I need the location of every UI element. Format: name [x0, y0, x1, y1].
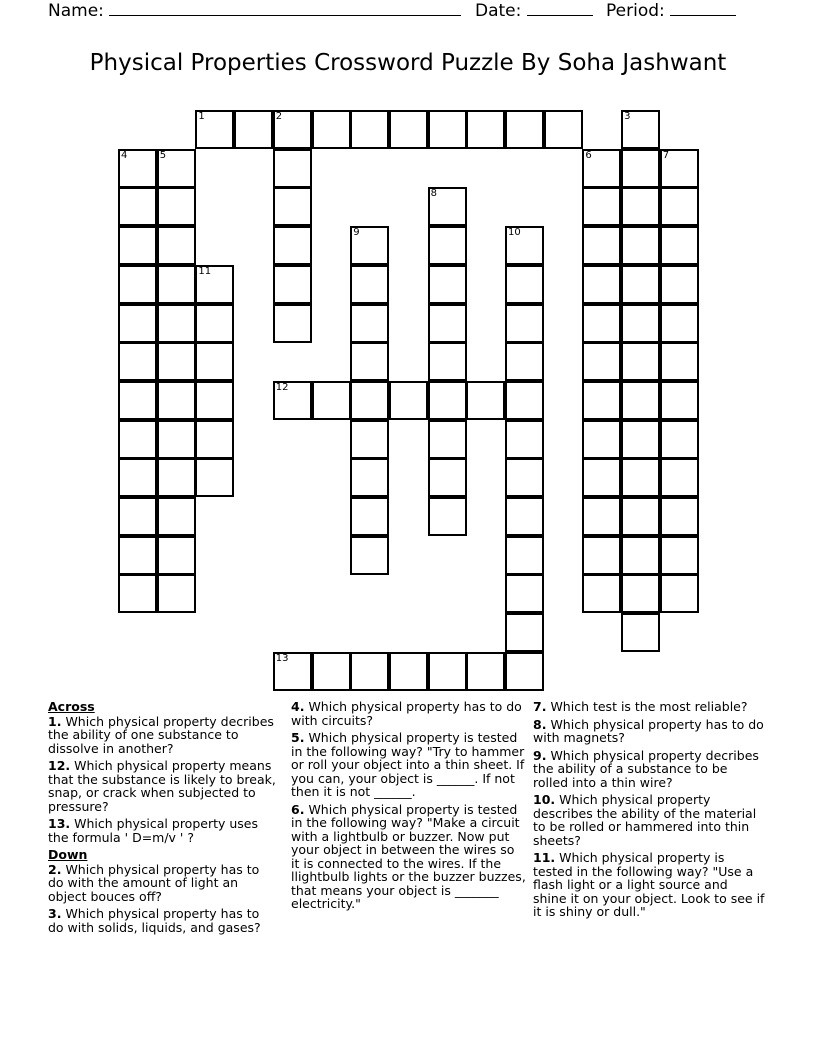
down-clue-7: 7. Which test is the most reliable? — [533, 699, 748, 714]
grid-cell[interactable] — [157, 187, 196, 226]
grid-cell[interactable] — [350, 226, 389, 265]
grid-cell[interactable] — [118, 226, 157, 265]
clue-number: 13 — [275, 652, 289, 664]
grid-cell[interactable] — [350, 265, 389, 304]
grid-cell[interactable] — [273, 652, 312, 691]
grid-cell[interactable] — [660, 420, 699, 459]
across-clue-12: 12. Which physical property means that the substance is likely to break, snap, or crack when subjected to pressure? — [48, 758, 276, 814]
grid-cell[interactable] — [428, 458, 467, 497]
grid-cell[interactable] — [621, 420, 660, 459]
grid-cell[interactable] — [428, 420, 467, 459]
grid-cell[interactable] — [157, 458, 196, 497]
grid-cell[interactable] — [428, 381, 467, 420]
grid-cell[interactable] — [118, 536, 157, 575]
grid-cell[interactable] — [660, 536, 699, 575]
grid-cell[interactable] — [118, 149, 157, 188]
clue-number: 9 — [353, 227, 360, 239]
grid-cell[interactable] — [273, 265, 312, 304]
grid-cell[interactable] — [157, 342, 196, 381]
grid-cell[interactable] — [621, 110, 660, 149]
grid-cell[interactable] — [157, 536, 196, 575]
grid-cell[interactable] — [621, 304, 660, 343]
grid-cell[interactable] — [350, 381, 389, 420]
grid-cell[interactable] — [428, 304, 467, 343]
grid-cell[interactable] — [582, 420, 621, 459]
grid-cell[interactable] — [428, 110, 467, 149]
grid-cell[interactable] — [157, 574, 196, 613]
down-clue-6: 6. Which physical property is tested in the following way? "Make a circuit with a lightbulb or buzzer. Now put your object in between the wires so it is connected to the wires. If the llightbulb lights or the buzzer buzzes, that means your object is _______ electricity." — [291, 801, 526, 911]
grid-cell[interactable] — [505, 497, 544, 536]
grid-cell[interactable] — [350, 652, 389, 691]
grid-cell[interactable] — [157, 226, 196, 265]
date-label: Date: — [475, 1, 522, 21]
grid-cell[interactable] — [660, 381, 699, 420]
clue-number: 6 — [585, 149, 592, 161]
grid-cell[interactable] — [660, 497, 699, 536]
grid-cell[interactable] — [157, 420, 196, 459]
grid-cell[interactable] — [505, 536, 544, 575]
grid-cell[interactable] — [350, 110, 389, 149]
grid-cell[interactable] — [466, 652, 505, 691]
grid-cell[interactable] — [466, 110, 505, 149]
grid-cell[interactable] — [621, 265, 660, 304]
grid-cell[interactable] — [621, 149, 660, 188]
grid-cell[interactable] — [621, 226, 660, 265]
clues-column-2 — [291, 700, 526, 915]
clues-column-3 — [533, 700, 765, 923]
grid-cell[interactable] — [505, 265, 544, 304]
grid-cell[interactable] — [350, 536, 389, 575]
grid-cell[interactable] — [582, 149, 621, 188]
page-title: Physical Properties Crossword Puzzle By Soha Jashwant — [89, 50, 727, 76]
grid-cell[interactable] — [389, 381, 428, 420]
grid-cell[interactable] — [660, 342, 699, 381]
clues-column-1 — [48, 700, 276, 938]
grid-cell[interactable] — [582, 458, 621, 497]
grid-cell[interactable] — [582, 226, 621, 265]
clue-number: 1 — [198, 111, 205, 122]
grid-cell[interactable] — [660, 226, 699, 265]
grid-cell[interactable] — [118, 574, 157, 613]
name-label: Name: — [48, 1, 104, 21]
grid-cell[interactable] — [505, 574, 544, 613]
grid-cell[interactable] — [118, 265, 157, 304]
grid-cell[interactable] — [350, 497, 389, 536]
down-clue-11: 11. Which physical property is tested in the following way? "Use a flash light or a light source and shine it on your object. Look to see if it is shiny or dull." — [533, 850, 765, 919]
down-clue-8: 8. Which physical property has to do with magnets? — [533, 716, 764, 745]
grid-cell[interactable] — [118, 497, 157, 536]
clue-number: 2 — [275, 111, 283, 122]
grid-cell[interactable] — [428, 342, 467, 381]
grid-cell[interactable] — [582, 342, 621, 381]
grid-cell[interactable] — [428, 187, 467, 226]
grid-cell[interactable] — [582, 265, 621, 304]
grid-cell[interactable] — [157, 497, 196, 536]
grid-cell[interactable] — [195, 420, 234, 459]
grid-cell[interactable] — [505, 420, 544, 459]
grid-cell[interactable] — [428, 226, 467, 265]
down-clue-2: 2. Which physical property has to do with the amount of light an object bouces off? — [48, 861, 260, 904]
grid-cell[interactable] — [582, 187, 621, 226]
across-heading: Across — [48, 699, 95, 714]
clue-number: 7 — [662, 149, 670, 161]
grid-cell[interactable] — [350, 342, 389, 381]
down-clue-10: 10. Which physical property describes the ability of the material to be rolled or hammered into thin sheets? — [533, 792, 757, 848]
grid-cell[interactable] — [350, 420, 389, 459]
grid-cell[interactable] — [621, 342, 660, 381]
grid-cell[interactable] — [660, 265, 699, 304]
clue-number: 5 — [159, 149, 167, 161]
clue-number: 4 — [121, 149, 128, 161]
grid-cell[interactable] — [428, 497, 467, 536]
clue-number: 10 — [508, 227, 521, 239]
grid-cell[interactable] — [118, 187, 157, 226]
period-label: Period: — [606, 1, 665, 21]
grid-cell[interactable] — [312, 110, 351, 149]
grid-cell[interactable] — [505, 226, 544, 265]
grid-cell[interactable] — [621, 574, 660, 613]
grid-cell[interactable] — [195, 381, 234, 420]
grid-cell[interactable] — [582, 497, 621, 536]
grid-cell[interactable] — [273, 226, 312, 265]
grid-cell[interactable] — [273, 149, 312, 188]
grid-cell[interactable] — [505, 110, 544, 149]
grid-cell[interactable] — [234, 110, 273, 149]
across-clue-1: 1. Which physical property decribes the ability of one substance to dissolve in another? — [48, 713, 274, 756]
grid-cell[interactable] — [582, 574, 621, 613]
grid-cell[interactable] — [505, 381, 544, 420]
grid-cell[interactable] — [505, 652, 544, 691]
grid-cell[interactable] — [621, 381, 660, 420]
grid-cell[interactable] — [660, 304, 699, 343]
grid-cell[interactable] — [505, 458, 544, 497]
grid-cell[interactable] — [118, 458, 157, 497]
grid-cell[interactable] — [195, 458, 234, 497]
grid-cell[interactable] — [621, 497, 660, 536]
grid-cell[interactable] — [118, 420, 157, 459]
grid-cell[interactable] — [350, 458, 389, 497]
grid-cell[interactable] — [660, 458, 699, 497]
grid-cell[interactable] — [195, 265, 234, 304]
grid-cell[interactable] — [195, 342, 234, 381]
grid-cell[interactable] — [157, 265, 196, 304]
grid-cell[interactable] — [195, 304, 234, 343]
grid-cell[interactable] — [273, 110, 312, 149]
grid-cell[interactable] — [273, 187, 312, 226]
grid-cell[interactable] — [312, 381, 351, 420]
grid-cell[interactable] — [505, 342, 544, 381]
grid-cell[interactable] — [428, 652, 467, 691]
grid-cell[interactable] — [428, 265, 467, 304]
down-clue-4: 4. Which physical property has to do with circuits? — [291, 699, 522, 728]
across-clue-13: 13. Which physical property uses the formula ' D=m/v ' ? — [48, 816, 259, 845]
grid-cell[interactable] — [621, 536, 660, 575]
grid-cell[interactable] — [621, 458, 660, 497]
grid-cell[interactable] — [621, 187, 660, 226]
grid-cell[interactable] — [621, 613, 660, 652]
grid-cell[interactable] — [273, 381, 312, 420]
grid-cell[interactable] — [118, 342, 157, 381]
grid-cell[interactable] — [118, 304, 157, 343]
grid-cell[interactable] — [660, 187, 699, 226]
grid-cell[interactable] — [389, 110, 428, 149]
grid-cell[interactable] — [505, 304, 544, 343]
down-clue-3: 3. Which physical property has to do with solids, liquids, and gases? — [48, 906, 261, 935]
grid-cell[interactable] — [157, 304, 196, 343]
grid-cell[interactable] — [312, 652, 351, 691]
grid-cell[interactable] — [350, 304, 389, 343]
clue-number: 3 — [624, 111, 631, 122]
grid-cell[interactable] — [118, 381, 157, 420]
grid-cell[interactable] — [582, 381, 621, 420]
grid-cell[interactable] — [389, 652, 428, 691]
clue-number: 8 — [430, 188, 437, 200]
grid-cell[interactable] — [582, 536, 621, 575]
grid-cell[interactable] — [195, 110, 234, 149]
grid-cell[interactable] — [466, 381, 505, 420]
grid-cell[interactable] — [505, 613, 544, 652]
grid-cell[interactable] — [660, 574, 699, 613]
grid-cell[interactable] — [660, 149, 699, 188]
down-clue-9: 9. Which physical property decribes the ability of a substance to be rolled into a thin wire? — [533, 747, 759, 790]
grid-cell[interactable] — [273, 304, 312, 343]
clue-number: 12 — [275, 381, 289, 393]
grid-cell[interactable] — [544, 110, 583, 149]
grid-cell[interactable] — [157, 149, 196, 188]
clue-number: 11 — [198, 265, 212, 277]
grid-cell[interactable] — [157, 381, 196, 420]
grid-cell[interactable] — [582, 304, 621, 343]
down-clue-5: 5. Which physical property is tested in the following way? "Try to hammer or roll your object into a thin sheet. If you can, your object is ______. If not then it is not ______. — [291, 730, 525, 799]
down-heading: Down — [48, 847, 88, 862]
